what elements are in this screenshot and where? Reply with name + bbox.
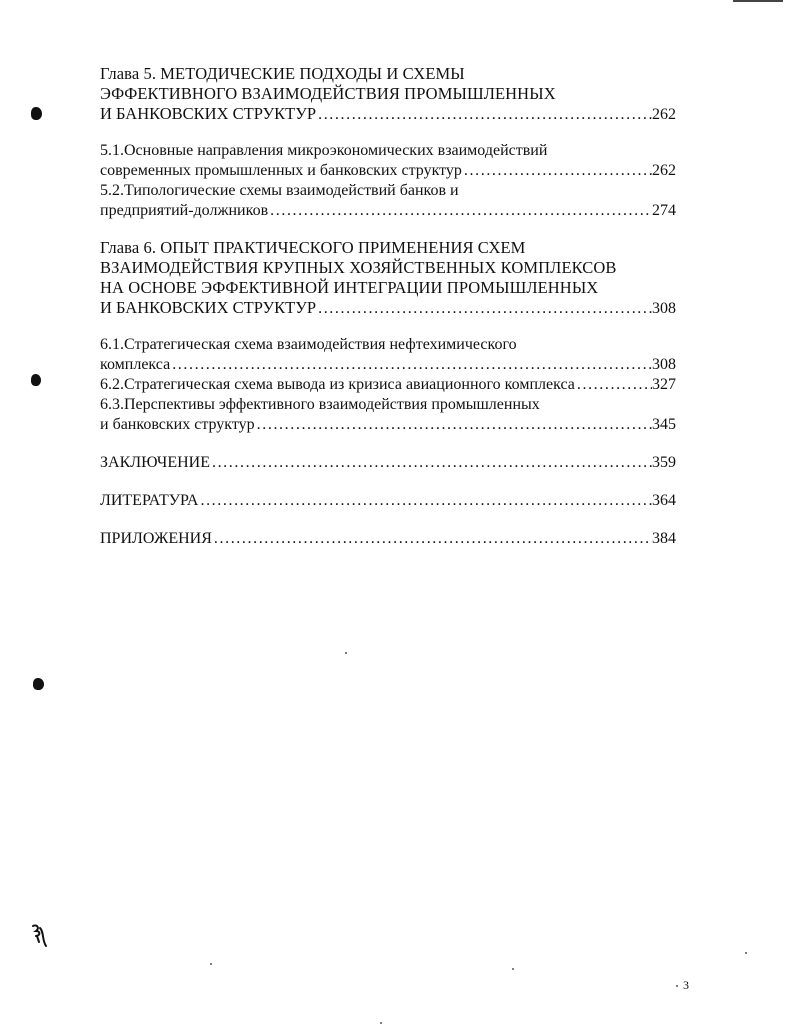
chapter-title-line: НА ОСНОВЕ ЭФФЕКТИВНОЙ ИНТЕГРАЦИИ ПРОМЫШЛЕННЫХ <box>100 278 599 297</box>
toc-chapter-6 <box>100 238 676 318</box>
section-title-line: 6.2.Стратегическая схема вывода из кризиса авиационного комплекса <box>100 376 575 393</box>
dot-leader <box>170 355 652 375</box>
dot-leader <box>575 375 652 395</box>
scan-speck <box>745 952 747 954</box>
dot-leader <box>198 491 652 511</box>
handwritten-mark <box>28 922 52 950</box>
dot-leader <box>268 201 652 221</box>
page-ref: 359 <box>652 454 676 471</box>
section-title-line: 5.1.Основные направления микроэкономических взаимодействий <box>100 142 548 159</box>
scan-speck <box>345 652 347 654</box>
section-title-line: современных промышленных и банковских структур <box>100 162 462 179</box>
section-title-line: 5.2.Типологические схемы взаимодействий банков и <box>100 182 459 199</box>
section-title-last-line <box>100 355 676 375</box>
chapter-title-line: ВЗАИМОДЕЙСТВИЯ КРУПНЫХ ХОЗЯЙСТВЕННЫХ КОМПЛЕКСОВ <box>100 258 617 277</box>
back-matter-title: ЗАКЛЮЧЕНИЕ <box>100 454 210 471</box>
section-title-last-line <box>100 201 676 221</box>
page-ref: 364 <box>652 492 676 509</box>
toc-appendices <box>100 529 676 549</box>
chapter-title-line: Глава 5. МЕТОДИЧЕСКИЕ ПОДХОДЫ И СХЕМЫ <box>100 64 465 83</box>
page-ref: 308 <box>652 300 676 317</box>
dot-leader <box>210 453 652 473</box>
section-title-last-line <box>100 375 676 395</box>
toc-literature <box>100 491 676 511</box>
dot-leader <box>212 529 652 549</box>
chapter-title-line: ЭФФЕКТИВНОГО ВЗАИМОДЕЙСТВИЯ ПРОМЫШЛЕННЫХ <box>100 84 556 103</box>
page-ref: 308 <box>652 356 676 373</box>
scan-edge-mark <box>733 0 783 2</box>
section-title-last-line <box>100 161 676 181</box>
punch-hole-mark <box>33 678 44 690</box>
dot-leader <box>255 415 652 435</box>
page-ref: 262 <box>652 106 676 123</box>
toc-section-6-1 <box>100 335 676 375</box>
page-ref: 345 <box>652 416 676 433</box>
page-ref: 384 <box>652 530 676 547</box>
section-title-line: комплекса <box>100 356 171 373</box>
scan-speck <box>380 1022 382 1024</box>
back-matter-title: ЛИТЕРАТУРА <box>100 492 199 509</box>
scan-speck <box>676 985 678 987</box>
chapter-title-line: И БАНКОВСКИХ СТРУКТУР <box>100 298 317 317</box>
page-ref: 274 <box>652 202 676 219</box>
back-matter-line <box>100 529 676 549</box>
dot-leader <box>316 105 652 125</box>
chapter-title-line: Глава 6. ОПЫТ ПРАКТИЧЕСКОГО ПРИМЕНЕНИЯ СХЕМ <box>100 238 526 257</box>
section-title-last-line <box>100 415 676 435</box>
punch-hole-mark <box>31 107 42 120</box>
section-title-line: 6.1.Стратегическая схема взаимодействия нефтехимического <box>100 336 517 353</box>
page-number: 3 <box>683 978 689 992</box>
back-matter-line <box>100 453 676 473</box>
toc-section-6-3 <box>100 395 676 435</box>
punch-hole-mark <box>31 374 41 386</box>
back-matter-line <box>100 491 676 511</box>
toc-section-5-1 <box>100 141 676 181</box>
toc-section-5-2 <box>100 181 676 221</box>
scan-speck <box>210 963 212 965</box>
chapter-title-last-line <box>100 104 676 124</box>
page-ref: 262 <box>652 162 676 179</box>
section-title-line: 6.3.Перспективы эффективного взаимодействия промышленных <box>100 396 540 413</box>
toc-conclusion <box>100 453 676 473</box>
section-title-line: предприятий-должников <box>100 202 269 219</box>
toc-section-6-2 <box>100 375 676 395</box>
chapter-title-last-line <box>100 298 676 318</box>
section-title-line: и банковских структур <box>100 416 255 433</box>
dot-leader <box>462 161 652 181</box>
dot-leader <box>316 299 652 319</box>
page-ref: 327 <box>652 376 676 393</box>
table-of-contents <box>100 64 676 549</box>
chapter-title-line: И БАНКОВСКИХ СТРУКТУР <box>100 104 317 123</box>
back-matter-title: ПРИЛОЖЕНИЯ <box>100 530 212 547</box>
scan-speck <box>512 968 514 970</box>
toc-chapter-5 <box>100 64 676 124</box>
